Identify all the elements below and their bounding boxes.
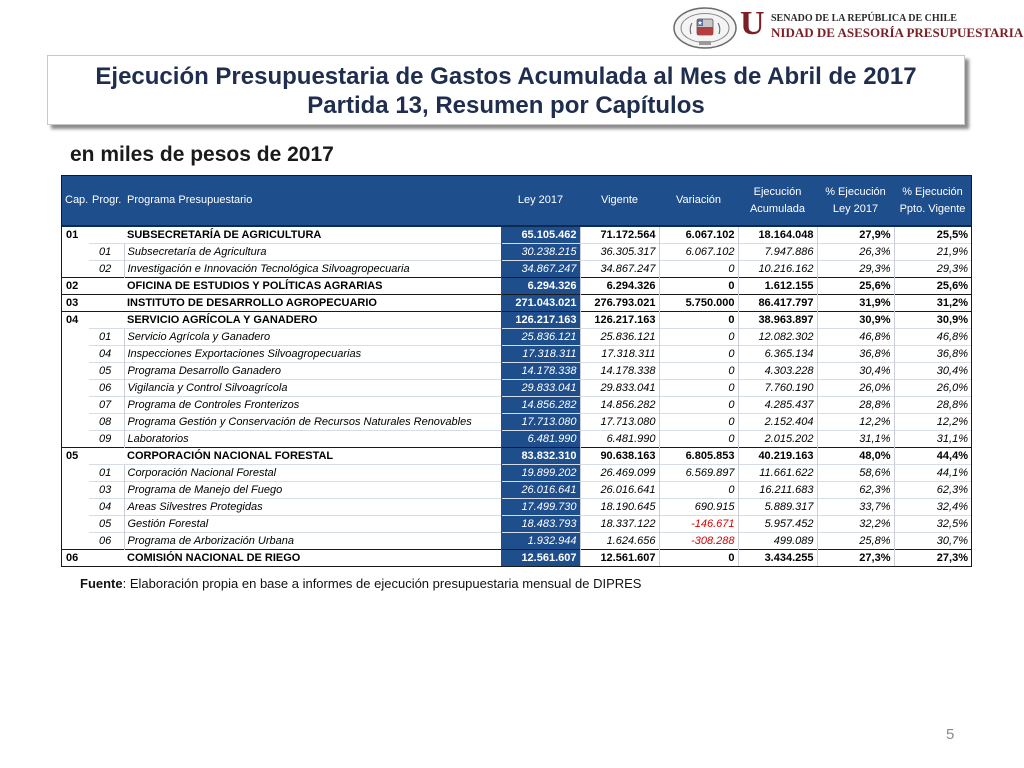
cell-ley: 6.481.990 xyxy=(501,431,580,448)
source-text: : Elaboración propia en base a informes de ejecución presupuestaria mensual de DIPRES xyxy=(122,576,642,591)
cell-programa: Servicio Agrícola y Ganadero xyxy=(124,329,501,346)
cell-pct-ley: 31,9% xyxy=(817,295,894,312)
cell-variacion: 0 xyxy=(659,346,738,363)
program-row xyxy=(62,380,971,397)
cell-variacion: 0 xyxy=(659,414,738,431)
page-title: Ejecución Presupuestaria de Gastos Acumulada al Mes de Abril de 2017 xyxy=(95,63,917,90)
program-row xyxy=(62,465,971,482)
header-variacion: Variación xyxy=(659,176,738,226)
cell-pct-ley: 12,2% xyxy=(817,414,894,431)
cell-pct-ley: 25,8% xyxy=(817,533,894,550)
header-pct-ley-l2: Ley 2017 xyxy=(832,202,879,215)
brand-initial: U xyxy=(740,5,765,42)
cell-pct-ley: 26,0% xyxy=(817,380,894,397)
chapter-row xyxy=(62,448,971,465)
cell-progr: 06 xyxy=(89,533,124,550)
cell-variacion: 0 xyxy=(659,550,738,567)
cell-ley: 25.836.121 xyxy=(501,329,580,346)
cell-variacion: 0 xyxy=(659,329,738,346)
cell-ejecucion: 10.216.162 xyxy=(738,261,817,278)
cell-vigente: 36.305.317 xyxy=(580,244,659,261)
cell-ejecucion: 38.963.897 xyxy=(738,312,817,329)
cell-programa: Investigación e Innovación Tecnológica Silvoagropecuaria xyxy=(124,261,501,278)
header-programa: Programa Presupuestario xyxy=(124,176,501,226)
cell-pct-vigente: 44,1% xyxy=(894,465,971,482)
header-cap: Cap. xyxy=(62,176,89,226)
cell-variacion: 0 xyxy=(659,397,738,414)
cell-pct-vigente: 31,2% xyxy=(894,295,971,312)
cell-pct-ley: 27,9% xyxy=(817,226,894,244)
cell-cap xyxy=(62,482,89,499)
cell-pct-vigente: 30,4% xyxy=(894,363,971,380)
cell-ejecucion: 7.947.886 xyxy=(738,244,817,261)
cell-programa: OFICINA DE ESTUDIOS Y POLÍTICAS AGRARIAS xyxy=(124,278,501,295)
cell-ejecucion: 40.219.163 xyxy=(738,448,817,465)
cell-programa: Areas Silvestres Protegidas xyxy=(124,499,501,516)
cell-cap xyxy=(62,380,89,397)
cell-ejecucion: 5.957.452 xyxy=(738,516,817,533)
cell-programa: Programa Gestión y Conservación de Recursos Naturales Renovables xyxy=(124,414,501,431)
program-row xyxy=(62,244,971,261)
table-body xyxy=(62,226,971,567)
cell-ley: 18.483.793 xyxy=(501,516,580,533)
cell-cap xyxy=(62,465,89,482)
cell-ley: 17.713.080 xyxy=(501,414,580,431)
cell-vigente: 26.469.099 xyxy=(580,465,659,482)
cell-vigente: 26.016.641 xyxy=(580,482,659,499)
cell-programa: Programa de Arborización Urbana xyxy=(124,533,501,550)
cell-programa: Laboratorios xyxy=(124,431,501,448)
cell-pct-ley: 32,2% xyxy=(817,516,894,533)
cell-progr: 04 xyxy=(89,499,124,516)
cell-cap xyxy=(62,244,89,261)
budget-table xyxy=(61,175,972,567)
cell-cap xyxy=(62,261,89,278)
cell-ley: 65.105.462 xyxy=(501,226,580,244)
header-progr: Progr. xyxy=(89,176,124,226)
cell-progr: 09 xyxy=(89,431,124,448)
cell-pct-vigente: 62,3% xyxy=(894,482,971,499)
cell-ejecucion: 2.015.202 xyxy=(738,431,817,448)
cell-variacion: 0 xyxy=(659,312,738,329)
table-header-row xyxy=(62,176,971,226)
cell-cap xyxy=(62,363,89,380)
cell-progr: 01 xyxy=(89,465,124,482)
cell-vigente: 276.793.021 xyxy=(580,295,659,312)
cell-ejecucion: 18.164.048 xyxy=(738,226,817,244)
cell-ley: 271.043.021 xyxy=(501,295,580,312)
program-row xyxy=(62,431,971,448)
cell-progr: 01 xyxy=(89,244,124,261)
cell-cap: 03 xyxy=(62,295,89,312)
cell-cap: 02 xyxy=(62,278,89,295)
cell-progr xyxy=(89,312,124,329)
program-row xyxy=(62,414,971,431)
cell-variacion: -308.288 xyxy=(659,533,738,550)
cell-ejecucion: 12.082.302 xyxy=(738,329,817,346)
page-subtitle-partida: Partida 13, Resumen por Capítulos xyxy=(307,92,705,119)
cell-ejecucion: 5.889.317 xyxy=(738,499,817,516)
cell-pct-ley: 48,0% xyxy=(817,448,894,465)
cell-pct-ley: 30,4% xyxy=(817,363,894,380)
cell-progr xyxy=(89,295,124,312)
cell-progr xyxy=(89,550,124,567)
cell-pct-vigente: 28,8% xyxy=(894,397,971,414)
cell-pct-ley: 33,7% xyxy=(817,499,894,516)
cell-ley: 12.561.607 xyxy=(501,550,580,567)
cell-ejecucion: 3.434.255 xyxy=(738,550,817,567)
cell-progr xyxy=(89,448,124,465)
cell-pct-vigente: 32,5% xyxy=(894,516,971,533)
cell-pct-ley: 36,8% xyxy=(817,346,894,363)
cell-ley: 17.499.730 xyxy=(501,499,580,516)
cell-vigente: 71.172.564 xyxy=(580,226,659,244)
cell-programa: COMISIÓN NACIONAL DE RIEGO xyxy=(124,550,501,567)
cell-variacion: 0 xyxy=(659,261,738,278)
cell-variacion: 0 xyxy=(659,482,738,499)
header-pct-vigente xyxy=(894,176,971,226)
chapter-row xyxy=(62,295,971,312)
cell-pct-vigente: 26,0% xyxy=(894,380,971,397)
cell-pct-vigente: 27,3% xyxy=(894,550,971,567)
cell-vigente: 29.833.041 xyxy=(580,380,659,397)
cell-variacion: 0 xyxy=(659,363,738,380)
program-row xyxy=(62,346,971,363)
cell-variacion: 6.569.897 xyxy=(659,465,738,482)
chapter-row xyxy=(62,226,971,244)
cell-progr: 05 xyxy=(89,363,124,380)
cell-pct-ley: 28,8% xyxy=(817,397,894,414)
cell-vigente: 126.217.163 xyxy=(580,312,659,329)
cell-ejecucion: 1.612.155 xyxy=(738,278,817,295)
cell-pct-vigente: 44,4% xyxy=(894,448,971,465)
cell-cap xyxy=(62,431,89,448)
cell-variacion: 0 xyxy=(659,431,738,448)
cell-programa: INSTITUTO DE DESARROLLO AGROPECUARIO xyxy=(124,295,501,312)
cell-ley: 6.294.326 xyxy=(501,278,580,295)
cell-pct-ley: 62,3% xyxy=(817,482,894,499)
source-label: Fuente xyxy=(80,576,123,591)
cell-ejecucion: 2.152.404 xyxy=(738,414,817,431)
header-ley: Ley 2017 xyxy=(501,176,580,226)
cell-ley: 30.238.215 xyxy=(501,244,580,261)
cell-programa: Subsecretaría de Agricultura xyxy=(124,244,501,261)
cell-vigente: 12.561.607 xyxy=(580,550,659,567)
cell-ley: 29.833.041 xyxy=(501,380,580,397)
cell-ley: 14.856.282 xyxy=(501,397,580,414)
cell-pct-ley: 30,9% xyxy=(817,312,894,329)
units-caption: en miles de pesos de 2017 xyxy=(70,143,334,166)
cell-vigente: 17.713.080 xyxy=(580,414,659,431)
cell-progr: 07 xyxy=(89,397,124,414)
cell-programa: Vigilancia y Control Silvoagrícola xyxy=(124,380,501,397)
title-box xyxy=(47,55,965,125)
cell-ejecucion: 7.760.190 xyxy=(738,380,817,397)
cell-cap xyxy=(62,533,89,550)
chapter-row xyxy=(62,312,971,329)
cell-programa: Corporación Nacional Forestal xyxy=(124,465,501,482)
cell-cap: 05 xyxy=(62,448,89,465)
cell-programa: Programa de Controles Fronterizos xyxy=(124,397,501,414)
program-row xyxy=(62,516,971,533)
cell-variacion: 6.067.102 xyxy=(659,244,738,261)
header-pct-ley-l1: % Ejecución xyxy=(825,185,886,198)
cell-cap: 04 xyxy=(62,312,89,329)
header-ejecucion xyxy=(738,176,817,226)
cell-progr: 03 xyxy=(89,482,124,499)
cell-pct-ley: 31,1% xyxy=(817,431,894,448)
cell-ejecucion: 16.211.683 xyxy=(738,482,817,499)
cell-cap xyxy=(62,329,89,346)
cell-vigente: 6.481.990 xyxy=(580,431,659,448)
cell-pct-vigente: 32,4% xyxy=(894,499,971,516)
source-note xyxy=(80,576,641,591)
cell-vigente: 14.178.338 xyxy=(580,363,659,380)
cell-ejecucion: 86.417.797 xyxy=(738,295,817,312)
cell-ley: 34.867.247 xyxy=(501,261,580,278)
cell-pct-vigente: 29,3% xyxy=(894,261,971,278)
cell-vigente: 17.318.311 xyxy=(580,346,659,363)
brand-senado-line: SENADO DE LA REPÚBLICA DE CHILE xyxy=(771,13,957,24)
cell-programa: SUBSECRETARÍA DE AGRICULTURA xyxy=(124,226,501,244)
cell-variacion: 6.067.102 xyxy=(659,226,738,244)
cell-pct-vigente: 46,8% xyxy=(894,329,971,346)
header-ejecucion-l2: Acumulada xyxy=(749,202,806,215)
cell-vigente: 34.867.247 xyxy=(580,261,659,278)
cell-vigente: 90.638.163 xyxy=(580,448,659,465)
cell-cap: 06 xyxy=(62,550,89,567)
header-pct-vig-l1: % Ejecución xyxy=(902,185,963,198)
cell-cap xyxy=(62,397,89,414)
cell-vigente: 1.624.656 xyxy=(580,533,659,550)
header-vigente: Vigente xyxy=(580,176,659,226)
cell-progr xyxy=(89,278,124,295)
header-pct-vig-l2: Ppto. Vigente xyxy=(899,202,966,215)
cell-ley: 14.178.338 xyxy=(501,363,580,380)
cell-pct-vigente: 30,9% xyxy=(894,312,971,329)
cell-vigente: 14.856.282 xyxy=(580,397,659,414)
chapter-row xyxy=(62,550,971,567)
cell-ejecucion: 4.303.228 xyxy=(738,363,817,380)
program-row xyxy=(62,329,971,346)
cell-variacion: 0 xyxy=(659,380,738,397)
senado-seal-logo xyxy=(672,6,738,50)
cell-variacion: 5.750.000 xyxy=(659,295,738,312)
cell-pct-ley: 58,6% xyxy=(817,465,894,482)
cell-vigente: 18.190.645 xyxy=(580,499,659,516)
cell-ejecucion: 11.661.622 xyxy=(738,465,817,482)
cell-progr xyxy=(89,226,124,244)
cell-variacion: -146.671 xyxy=(659,516,738,533)
cell-variacion: 690.915 xyxy=(659,499,738,516)
cell-programa: Gestión Forestal xyxy=(124,516,501,533)
chapter-row xyxy=(62,278,971,295)
cell-progr: 01 xyxy=(89,329,124,346)
cell-cap xyxy=(62,346,89,363)
program-row xyxy=(62,261,971,278)
cell-programa: Programa de Manejo del Fuego xyxy=(124,482,501,499)
cell-ejecucion: 6.365.134 xyxy=(738,346,817,363)
cell-progr: 05 xyxy=(89,516,124,533)
brand-unit-line: NIDAD DE ASESORÍA PRESUPUESTARIA xyxy=(771,25,1024,40)
cell-vigente: 6.294.326 xyxy=(580,278,659,295)
cell-ley: 1.932.944 xyxy=(501,533,580,550)
cell-progr: 02 xyxy=(89,261,124,278)
cell-programa: Inspecciones Exportaciones Silvoagropecuarias xyxy=(124,346,501,363)
cell-variacion: 0 xyxy=(659,278,738,295)
program-row xyxy=(62,397,971,414)
program-row xyxy=(62,363,971,380)
cell-programa: CORPORACIÓN NACIONAL FORESTAL xyxy=(124,448,501,465)
cell-cap: 01 xyxy=(62,226,89,244)
program-row xyxy=(62,499,971,516)
cell-vigente: 18.337.122 xyxy=(580,516,659,533)
cell-pct-ley: 29,3% xyxy=(817,261,894,278)
cell-ley: 17.318.311 xyxy=(501,346,580,363)
header-pct-ley xyxy=(817,176,894,226)
cell-progr: 08 xyxy=(89,414,124,431)
cell-ley: 83.832.310 xyxy=(501,448,580,465)
cell-programa: SERVICIO AGRÍCOLA Y GANADERO xyxy=(124,312,501,329)
cell-pct-vigente: 31,1% xyxy=(894,431,971,448)
header-ejecucion-l1: Ejecución xyxy=(753,185,802,198)
cell-progr: 06 xyxy=(89,380,124,397)
cell-pct-vigente: 12,2% xyxy=(894,414,971,431)
cell-programa: Programa Desarrollo Ganadero xyxy=(124,363,501,380)
page-number: 5 xyxy=(946,726,955,743)
cell-pct-vigente: 36,8% xyxy=(894,346,971,363)
cell-pct-ley: 26,3% xyxy=(817,244,894,261)
cell-ejecucion: 499.089 xyxy=(738,533,817,550)
cell-cap xyxy=(62,414,89,431)
cell-pct-ley: 25,6% xyxy=(817,278,894,295)
program-row xyxy=(62,533,971,550)
cell-ley: 19.899.202 xyxy=(501,465,580,482)
cell-pct-ley: 27,3% xyxy=(817,550,894,567)
cell-pct-vigente: 21,9% xyxy=(894,244,971,261)
cell-vigente: 25.836.121 xyxy=(580,329,659,346)
cell-pct-ley: 46,8% xyxy=(817,329,894,346)
program-row xyxy=(62,482,971,499)
cell-pct-vigente: 30,7% xyxy=(894,533,971,550)
cell-ley: 26.016.641 xyxy=(501,482,580,499)
cell-ley: 126.217.163 xyxy=(501,312,580,329)
cell-ejecucion: 4.285.437 xyxy=(738,397,817,414)
cell-variacion: 6.805.853 xyxy=(659,448,738,465)
cell-pct-vigente: 25,6% xyxy=(894,278,971,295)
cell-cap xyxy=(62,516,89,533)
cell-pct-vigente: 25,5% xyxy=(894,226,971,244)
cell-progr: 04 xyxy=(89,346,124,363)
cell-cap xyxy=(62,499,89,516)
